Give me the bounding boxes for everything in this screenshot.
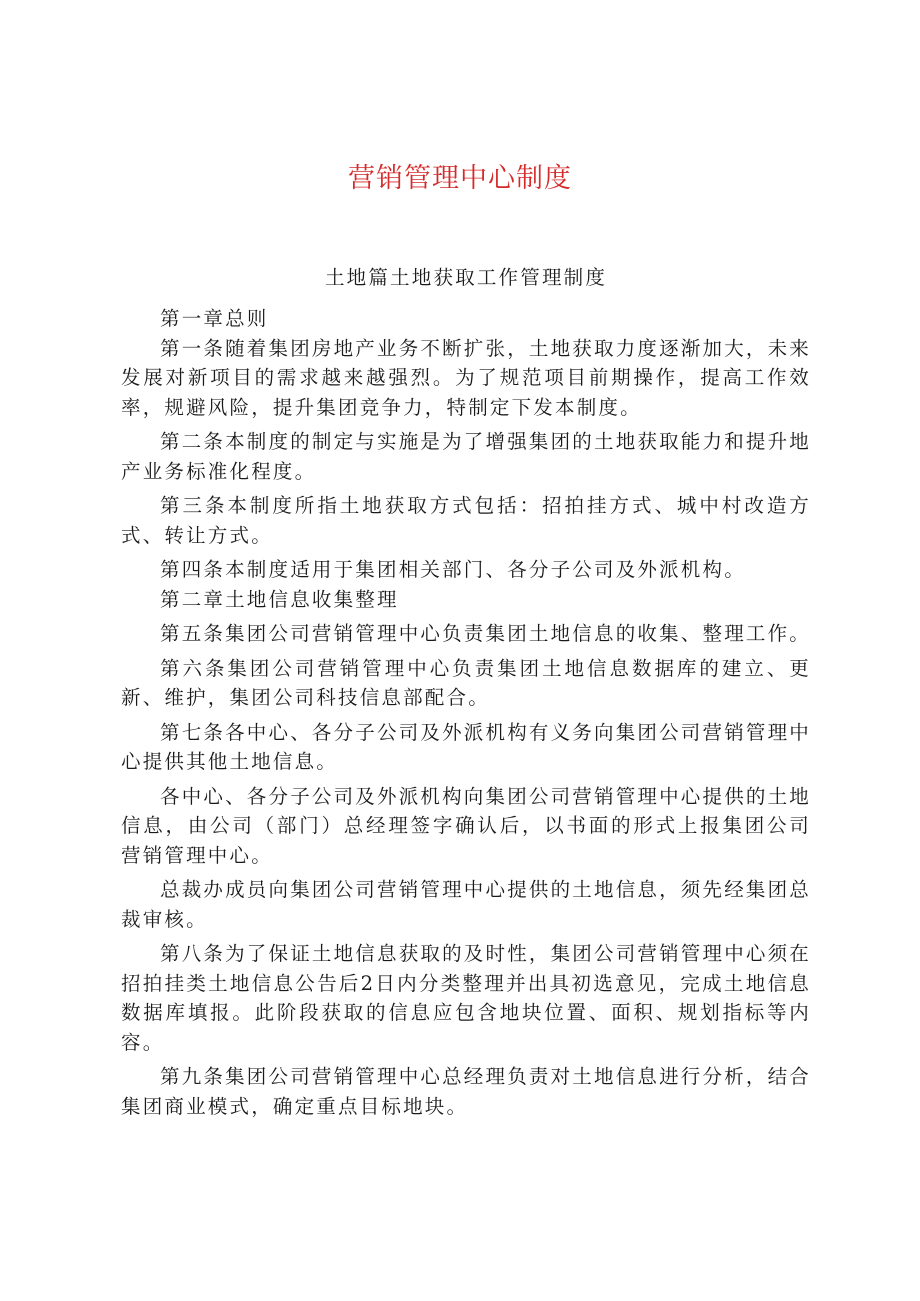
paragraph: 第七条各中心、各分子公司及外派机构有义务向集团公司营销管理中心提供其他土地信息。 — [121, 720, 812, 773]
paragraph: 第九条集团公司营销管理中心总经理负责对土地信息进行分析，结合集团商业模式，确定重点目标地块。 — [121, 1065, 812, 1118]
section-heading: 土地篇土地获取工作管理制度 — [324, 266, 608, 289]
paragraph: 第五条集团公司营销管理中心负责集团土地信息的收集、整理工作。 — [160, 622, 812, 645]
paragraph: 第八条为了保证土地信息获取的及时性，集团公司营销管理中心须在招拍挂类土地信息公告后2日内分类整理并出具初选意见，完成土地信息数据库填报。此阶段获取的信息应包含地块位置、面积、规划指标等内容。 — [121, 942, 812, 1054]
paragraph: 第三条本制度所指土地获取方式包括：招拍挂方式、城中村改造方式、转让方式。 — [121, 494, 811, 547]
document-title: 营销管理中心制度 — [348, 163, 572, 194]
paragraph: 各中心、各分子公司及外派机构向集团公司营销管理中心提供的土地信息，由公司（部门）总经理签字确认后，以书面的形式上报集团公司营销管理中心。 — [121, 784, 812, 867]
paragraph: 第四条本制度适用于集团相关部门、各分子公司及外派机构。 — [160, 558, 746, 581]
paragraph: 第六条集团公司营销管理中心负责集团土地信息数据库的建立、更新、维护，集团公司科技信息部配合。 — [121, 656, 811, 709]
paragraph: 第二条本制度的制定与实施是为了增强集团的土地获取能力和提升地产业务标准化程度。 — [121, 430, 812, 483]
chapter-heading: 第一章总则 — [160, 307, 269, 330]
document-body — [121, 262, 811, 1126]
chapter-heading: 第二章土地信息收集整理 — [160, 587, 399, 611]
paragraph: 第一条随着集团房地产业务不断扩张，土地获取力度逐渐加大，未来发展对新项目的需求越来越强烈。为了规范项目前期操作，提高工作效率，规避风险，提升集团竞争力，特制定下发本制度。 — [121, 336, 812, 419]
paragraph: 总裁办成员向集团公司营销管理中心提供的土地信息，须先经集团总裁审核。 — [121, 878, 812, 931]
